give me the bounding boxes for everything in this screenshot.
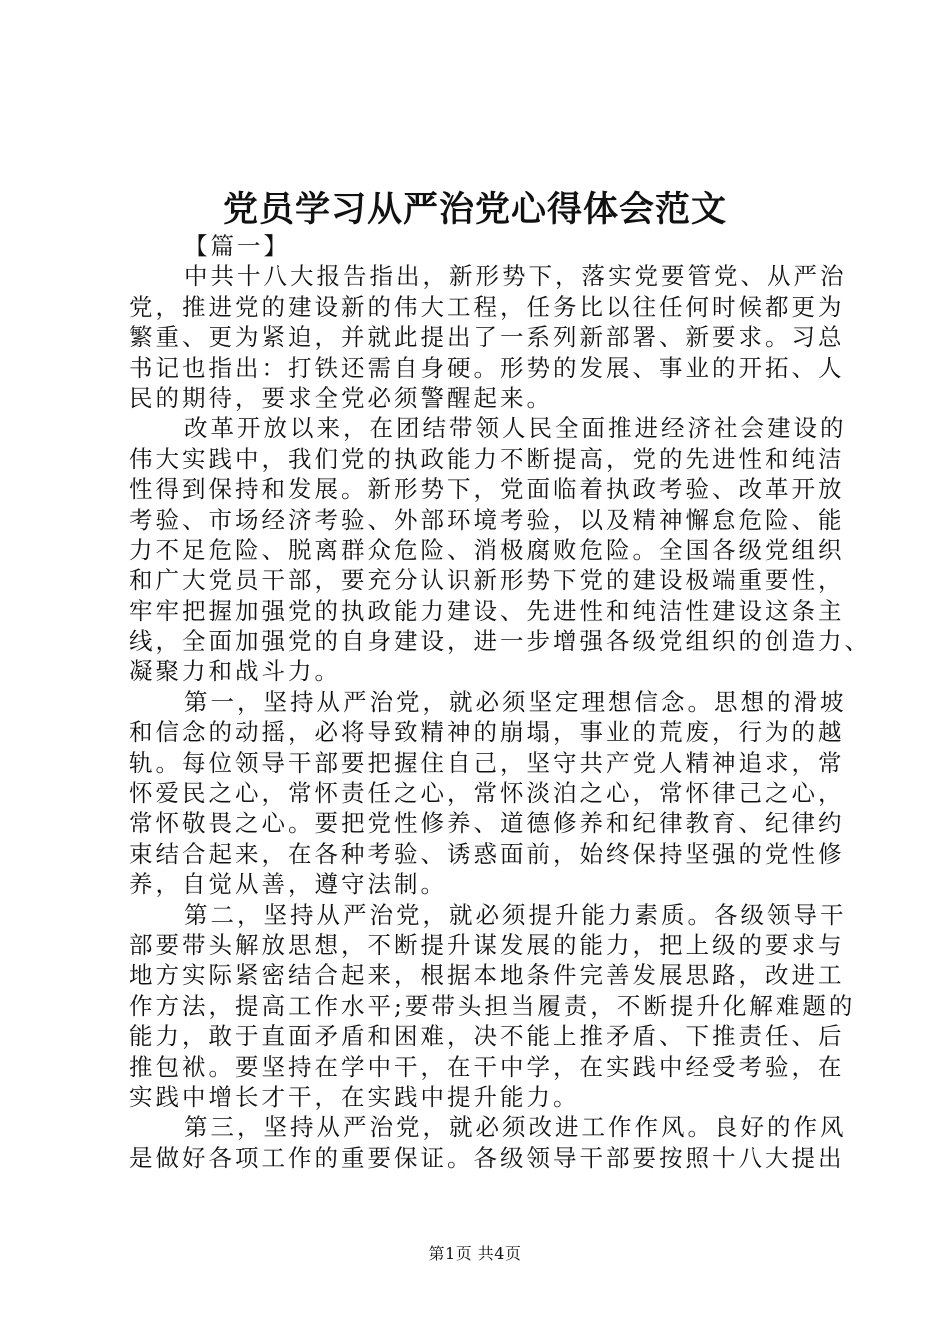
text-line: 考验、市场经济考验、外部环境考验，以及精神懈怠危险、能: [129, 505, 845, 534]
text-line: 【篇一】: [184, 232, 290, 260]
text-line: 部要带头解放思想，不断提升谋发展的能力，把上级的要求与: [129, 930, 845, 959]
text-line: 繁重、更为紧迫，并就此提出了一系列新部署、新要求。习总: [129, 323, 845, 352]
text-line: 实践中增长才干，在实践中提升能力。: [129, 1082, 580, 1111]
text-line: 民的期待，要求全党必须警醒起来。: [129, 383, 553, 412]
document-body: [129, 231, 871, 1173]
text-line: 凝聚力和战斗力。: [129, 657, 341, 686]
text-line: 第二，坚持从严治党，就必须提升能力素质。各级领导干: [184, 900, 847, 929]
text-line: 怀爱民之心，常怀责任之心，常怀淡泊之心，常怀律己之心，: [129, 779, 845, 808]
page-footer: 第1页 共4页: [428, 1244, 522, 1263]
text-line: 牢牢把握加强党的执政能力建设、先进性和纯洁性建设这条主: [129, 596, 845, 625]
text-line: 和广大党员干部，要充分认识新形势下党的建设极端重要性，: [129, 566, 845, 595]
text-line: 束结合起来，在各种考验、诱惑面前，始终保持坚强的党性修: [129, 839, 845, 868]
text-line: 线，全面加强党的自身建设，进一步增强各级党组织的创造力、: [129, 627, 871, 656]
text-line: 常怀敬畏之心。要把党性修养、道德修养和纪律教育、纪律约: [129, 809, 845, 838]
text-line: 地方实际紧密结合起来，根据本地条件完善发展思路，改进工: [129, 961, 845, 990]
text-line: 是做好各项工作的重要保证。各级领导干部要按照十八大提出: [129, 1143, 845, 1172]
text-line: 轨。每位领导干部要把握住自己，坚守共产党人精神追求，常: [129, 748, 845, 777]
text-line: 能力，敢于直面矛盾和困难，决不能上推矛盾、下推责任、后: [129, 1022, 845, 1051]
text-line: 党，推进党的建设新的伟大工程，任务比以往任何时候都更为: [129, 292, 845, 321]
text-line: 养，自觉从善，遵守法制。: [129, 870, 447, 899]
text-line: 伟大实践中，我们党的执政能力不断提高，党的先进性和纯洁: [129, 444, 845, 473]
text-line: 作方法，提高工作水平;要带头担当履责，不断提升化解难题的: [129, 991, 856, 1020]
text-line: 性得到保持和发展。新形势下，党面临着执政考验、改革开放: [129, 475, 845, 504]
document-title: 党员学习从严治党心得体会范文: [222, 189, 727, 230]
text-line: 推包袱。要坚持在学中干，在干中学，在实践中经受考验，在: [129, 1052, 845, 1081]
text-line: 改革开放以来，在团结带领人民全面推进经济社会建设的: [184, 414, 847, 443]
text-line: 书记也指出：打铁还需自身硬。形势的发展、事业的开拓、人: [129, 353, 845, 382]
text-line: 第一，坚持从严治党，就必须坚定理想信念。思想的滑坡: [184, 687, 847, 716]
text-line: 和信念的动摇，必将导致精神的崩塌，事业的荒废，行为的越: [129, 718, 845, 747]
text-line: 中共十八大报告指出，新形势下，落实党要管党、从严治: [184, 262, 847, 291]
text-line: 力不足危险、脱离群众危险、消极腐败危险。全国各级党组织: [129, 535, 845, 564]
text-line: 第三，坚持从严治党，就必须改进工作作风。良好的作风: [184, 1113, 847, 1142]
